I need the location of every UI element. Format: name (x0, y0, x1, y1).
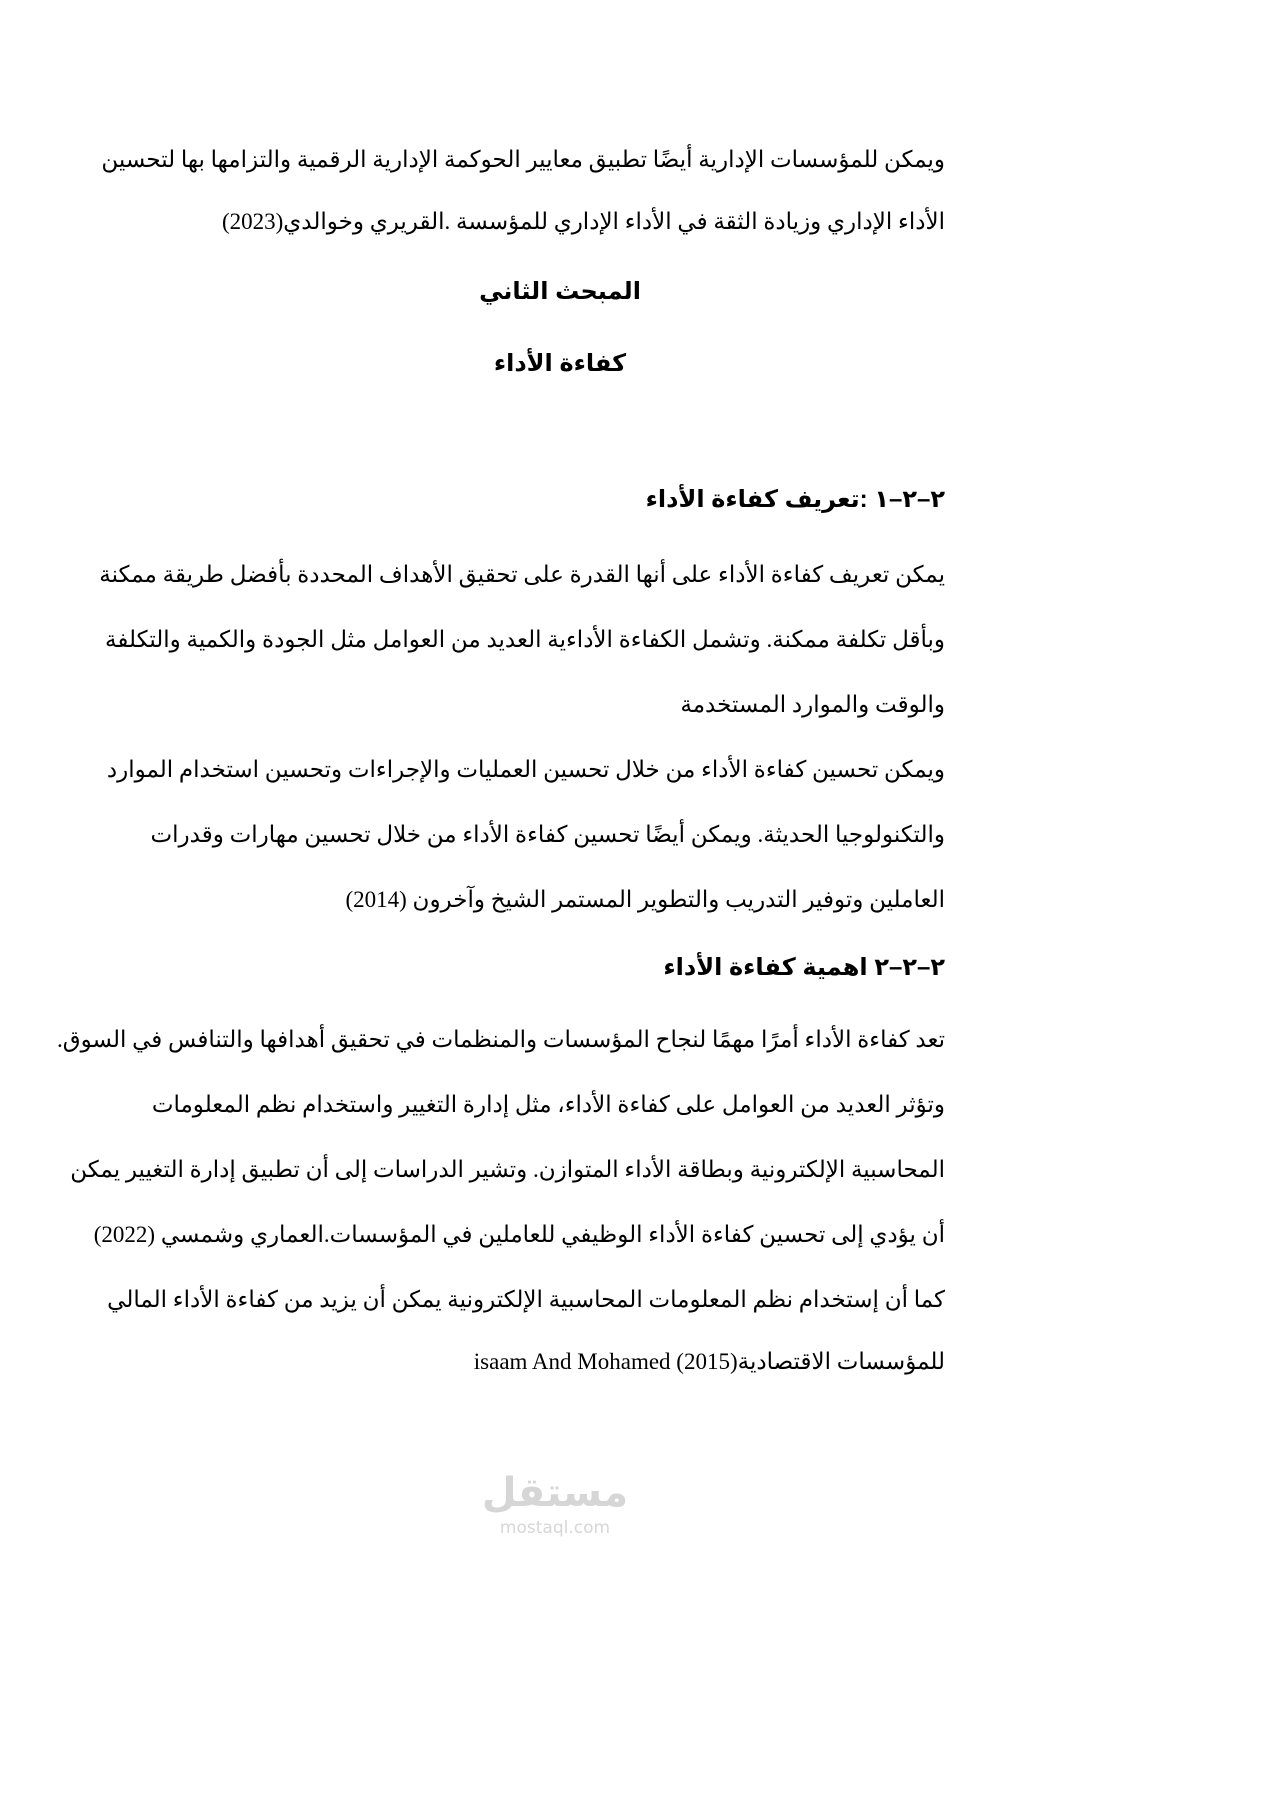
section-heading: ٢–٢–١ :تعريف كفاءة الأداء (645, 486, 945, 513)
paragraph-line: وتؤثر العديد من العوامل على كفاءة الأداء، مثل إدارة التغيير واستخدام نظم المعلومات (151, 1092, 945, 1117)
paragraph-line: والتكنولوجيا الحديثة. ويمكن أيضًا تحسين كفاءة الأداء من خلال تحسين مهارات وقدرات (150, 822, 945, 847)
watermark-logo: مستقل (481, 1470, 629, 1516)
paragraph-line: العاملين وتوفير التدريب والتطوير المستمر الشيخ وآخرون (2014) (345, 887, 945, 912)
paragraph-line: والوقت والموارد المستخدمة (680, 692, 945, 717)
paragraph-line: ويمكن للمؤسسات الإدارية أيضًا تطبيق معايير الحوكمة الإدارية الرقمية والتزامها بها لتحسين (101, 147, 945, 172)
paragraph-line: كما أن إستخدام نظم المعلومات المحاسبية الإلكترونية يمكن أن يزيد من كفاءة الأداء المالي (107, 1287, 945, 1312)
chapter-title: المبحث الثاني (479, 278, 641, 305)
paragraph-line: تعد كفاءة الأداء أمرًا مهمًا لنجاح المؤسسات والمنظمات في تحقيق أهدافها والتنافس في السوق. (56, 1027, 945, 1052)
section-heading: ٢–٢–٢ اهمية كفاءة الأداء (663, 954, 945, 981)
paragraph-line: وبأقل تكلفة ممكنة. وتشمل الكفاءة الأداءية العديد من العوامل مثل الجودة والكمية والتكلفة (105, 627, 945, 652)
paragraph-line: ويمكن تحسين كفاءة الأداء من خلال تحسين العمليات والإجراءات وتحسين استخدام الموارد (106, 757, 945, 782)
paragraph-line: المحاسبية الإلكترونية وبطاقة الأداء المتوازن. وتشير الدراسات إلى أن تطبيق إدارة التغيير يمكن (70, 1157, 945, 1182)
paragraph-line: يمكن تعريف كفاءة الأداء على أنها القدرة على تحقيق الأهداف المحددة بأفضل طريقة ممكنة (99, 562, 945, 587)
paragraph-line: الأداء الإداري وزيادة الثقة في الأداء الإداري للمؤسسة .القريري وخوالدي(2023) (221, 209, 945, 234)
chapter-subtitle: كفاءة الأداء (493, 350, 627, 377)
watermark-url: mostaql.com (499, 1518, 611, 1538)
paragraph-line: أن يؤدي إلى تحسين كفاءة الأداء الوظيفي للعاملين في المؤسسات.العماري وشمسي (2022) (93, 1222, 945, 1247)
paragraph-line: للمؤسسات الاقتصادية(2015) isaam And Mohamed (473, 1349, 945, 1374)
